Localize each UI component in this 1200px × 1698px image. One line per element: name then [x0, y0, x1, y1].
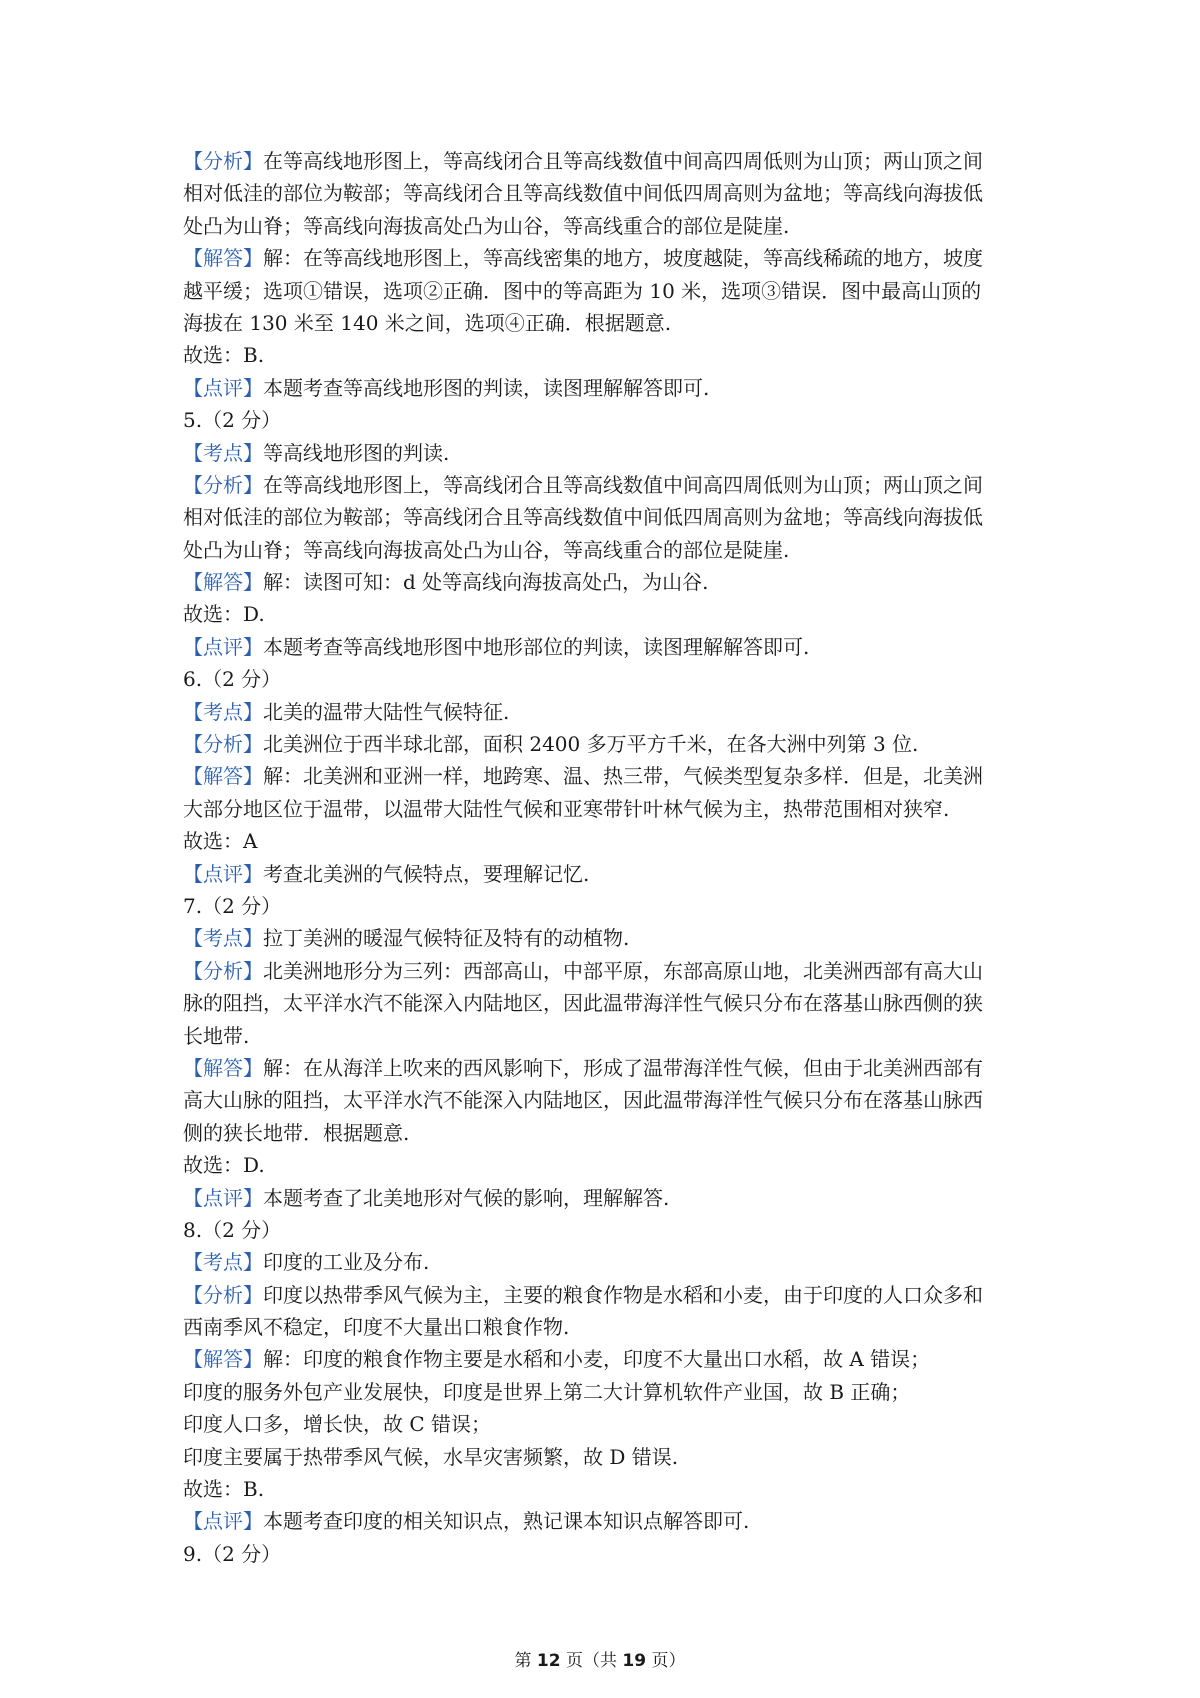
text-line [183, 1279, 1023, 1311]
section-tag: 【考点】 [183, 699, 263, 724]
text-line [183, 922, 1023, 954]
section-tag: 【分析】 [183, 149, 263, 173]
line-text: 本题考查了北美地形对气候的影响，理解解答. [263, 1185, 670, 1210]
text-line [183, 1149, 1023, 1181]
text-line [183, 501, 1023, 533]
line-text: 北美洲位于西半球北部，面积 2400 多万平方千米，在各大洲中列第 3 位. [263, 732, 919, 757]
line-text: 处凸为山脊；等高线向海拔高处凸为山谷，等高线重合的部位是陡崖. [183, 537, 790, 562]
line-text: 7.（2 分） [183, 893, 282, 918]
text-line [183, 339, 1023, 371]
text-line [183, 534, 1023, 566]
section-tag: 【考点】 [183, 1250, 263, 1275]
text-line [183, 1343, 1023, 1375]
line-text: 印度的服务外包产业发展快，印度是世界上第二大计算机软件产业国，故 B 正确； [183, 1379, 911, 1404]
line-text: 考查北美洲的气候特点，要理解记忆. [263, 861, 590, 886]
section-tag: 【分析】 [183, 472, 263, 497]
section-tag: 【点评】 [183, 375, 263, 400]
line-text: 印度的工业及分布. [263, 1250, 430, 1275]
text-line [183, 955, 1023, 987]
section-tag: 【点评】 [183, 1509, 263, 1534]
line-text: 印度人口多，增长快，故 C 错误； [183, 1412, 492, 1437]
line-text: 越平缓；选项①错误，选项②正确．图中的等高距为 10 米，选项③错误．图中最高山顶的 [183, 278, 982, 303]
text-line [183, 1020, 1023, 1052]
text-line [183, 760, 1023, 792]
text-line [183, 210, 1023, 242]
section-tag: 【分析】 [183, 1282, 263, 1307]
line-text: 本题考查印度的相关知识点，熟记课本知识点解答即可. [263, 1509, 750, 1534]
text-line [183, 1117, 1023, 1149]
line-text: 脉的阻挡，太平洋水汽不能深入内陆地区，因此温带海洋性气候只分布在落基山脉西侧的狭 [183, 991, 983, 1016]
section-tag: 【解答】 [183, 764, 263, 789]
footer-middle: 页（共 [560, 1651, 623, 1671]
section-tag: 【解答】 [183, 1347, 263, 1372]
text-line [183, 793, 1023, 825]
text-line [183, 145, 1023, 177]
line-text: 相对低洼的部位为鞍部；等高线闭合且等高线数值中间低四周高则为盆地；等高线向海拔低 [183, 505, 983, 530]
text-line [183, 1246, 1023, 1278]
line-text: 解：读图可知：d 处等高线向海拔高处凸，为山谷. [263, 570, 709, 595]
text-line [183, 598, 1023, 630]
line-text: 解：在等高线地形图上，等高线密集的地方，坡度越陡，等高线稀疏的地方，坡度 [263, 246, 983, 271]
text-line [183, 1182, 1023, 1214]
line-text: 故选：A [183, 829, 258, 854]
text-line [183, 437, 1023, 469]
line-text: 故选：D. [183, 602, 265, 627]
footer-prefix: 第 [514, 1651, 537, 1671]
section-tag: 【解答】 [183, 1055, 263, 1080]
line-text: 等高线地形图的判读. [263, 440, 450, 465]
page-content [183, 145, 1023, 1570]
text-line [183, 1084, 1023, 1116]
text-line [183, 1473, 1023, 1505]
text-line [183, 404, 1023, 436]
section-tag: 【解答】 [183, 570, 263, 595]
section-tag: 【点评】 [183, 861, 263, 886]
text-line [183, 275, 1023, 307]
line-text: 本题考查等高线地形图的判读，读图理解解答即可. [263, 375, 710, 400]
text-line [183, 372, 1023, 404]
text-line [183, 469, 1023, 501]
line-text: 8.（2 分） [183, 1217, 282, 1242]
text-line [183, 631, 1023, 663]
line-text: 印度以热带季风气候为主，主要的粮食作物是水稻和小麦，由于印度的人口众多和 [263, 1282, 983, 1307]
text-line [183, 242, 1023, 274]
footer-page-number: 12 [536, 1651, 561, 1671]
section-tag: 【点评】 [183, 1185, 263, 1210]
line-text: 故选：D. [183, 1153, 265, 1178]
line-text: 侧的狭长地带．根据题意. [183, 1120, 410, 1145]
line-text: 处凸为山脊；等高线向海拔高处凸为山谷，等高线重合的部位是陡崖. [183, 213, 790, 238]
footer-total-pages: 19 [622, 1651, 647, 1671]
line-text: 高大山脉的阻挡，太平洋水汽不能深入内陆地区，因此温带海洋性气候只分布在落基山脉西 [183, 1088, 983, 1113]
text-line [183, 728, 1023, 760]
section-tag: 【分析】 [183, 958, 263, 983]
line-text: 6.（2 分） [183, 667, 282, 692]
text-line [183, 1311, 1023, 1343]
line-text: 北美的温带大陆性气候特征. [263, 699, 510, 724]
line-text: 解：在从海洋上吹来的西风影响下，形成了温带海洋性气候，但由于北美洲西部有 [263, 1055, 983, 1080]
line-text: 大部分地区位于温带，以温带大陆性气候和亚寒带针叶林气候为主，热带范围相对狭窄. [183, 796, 950, 821]
text-line [183, 825, 1023, 857]
section-tag: 【考点】 [183, 926, 263, 951]
text-line [183, 858, 1023, 890]
text-line [183, 1376, 1023, 1408]
line-text: 故选：B. [183, 343, 265, 368]
line-text: 西南季风不稳定，印度不大量出口粮食作物. [183, 1315, 570, 1340]
text-line [183, 663, 1023, 695]
line-text: 相对低洼的部位为鞍部；等高线闭合且等高线数值中间低四周高则为盆地；等高线向海拔低 [183, 181, 983, 206]
line-text: 5.（2 分） [183, 408, 282, 433]
footer-suffix: 页） [646, 1651, 686, 1671]
page-footer [0, 1646, 1200, 1671]
text-line [183, 890, 1023, 922]
text-line [183, 1214, 1023, 1246]
text-line [183, 177, 1023, 209]
text-line [183, 987, 1023, 1019]
section-tag: 【点评】 [183, 634, 263, 659]
text-line [183, 696, 1023, 728]
text-line [183, 1505, 1023, 1537]
line-text: 故选：B. [183, 1477, 265, 1502]
line-text: 拉丁美洲的暖湿气候特征及特有的动植物. [263, 926, 630, 951]
line-text: 北美洲地形分为三列：西部高山，中部平原，东部高原山地，北美洲西部有高大山 [263, 958, 983, 983]
text-line [183, 307, 1023, 339]
line-text: 解：印度的粮食作物主要是水稻和小麦，印度不大量出口水稻，故 A 错误； [263, 1347, 931, 1372]
section-tag: 【考点】 [183, 440, 263, 465]
line-text: 在等高线地形图上，等高线闭合且等高线数值中间高四周低则为山顶；两山顶之间 [263, 472, 983, 497]
line-text: 长地带. [183, 1023, 250, 1048]
text-line [183, 1052, 1023, 1084]
line-text: 印度主要属于热带季风气候，水旱灾害频繁，故 D 错误. [183, 1444, 679, 1469]
text-line [183, 1441, 1023, 1473]
line-text: 9.（2 分） [183, 1541, 282, 1566]
section-tag: 【解答】 [183, 246, 263, 271]
line-text: 在等高线地形图上，等高线闭合且等高线数值中间高四周低则为山顶；两山顶之间 [263, 149, 983, 173]
text-line [183, 1538, 1023, 1570]
section-tag: 【分析】 [183, 732, 263, 757]
line-text: 解：北美洲和亚洲一样，地跨寒、温、热三带，气候类型复杂多样．但是，北美洲 [263, 764, 983, 789]
text-line [183, 1408, 1023, 1440]
line-text: 海拔在 130 米至 140 米之间，选项④正确．根据题意. [183, 310, 672, 335]
text-line [183, 566, 1023, 598]
line-text: 本题考查等高线地形图中地形部位的判读，读图理解解答即可. [263, 634, 810, 659]
